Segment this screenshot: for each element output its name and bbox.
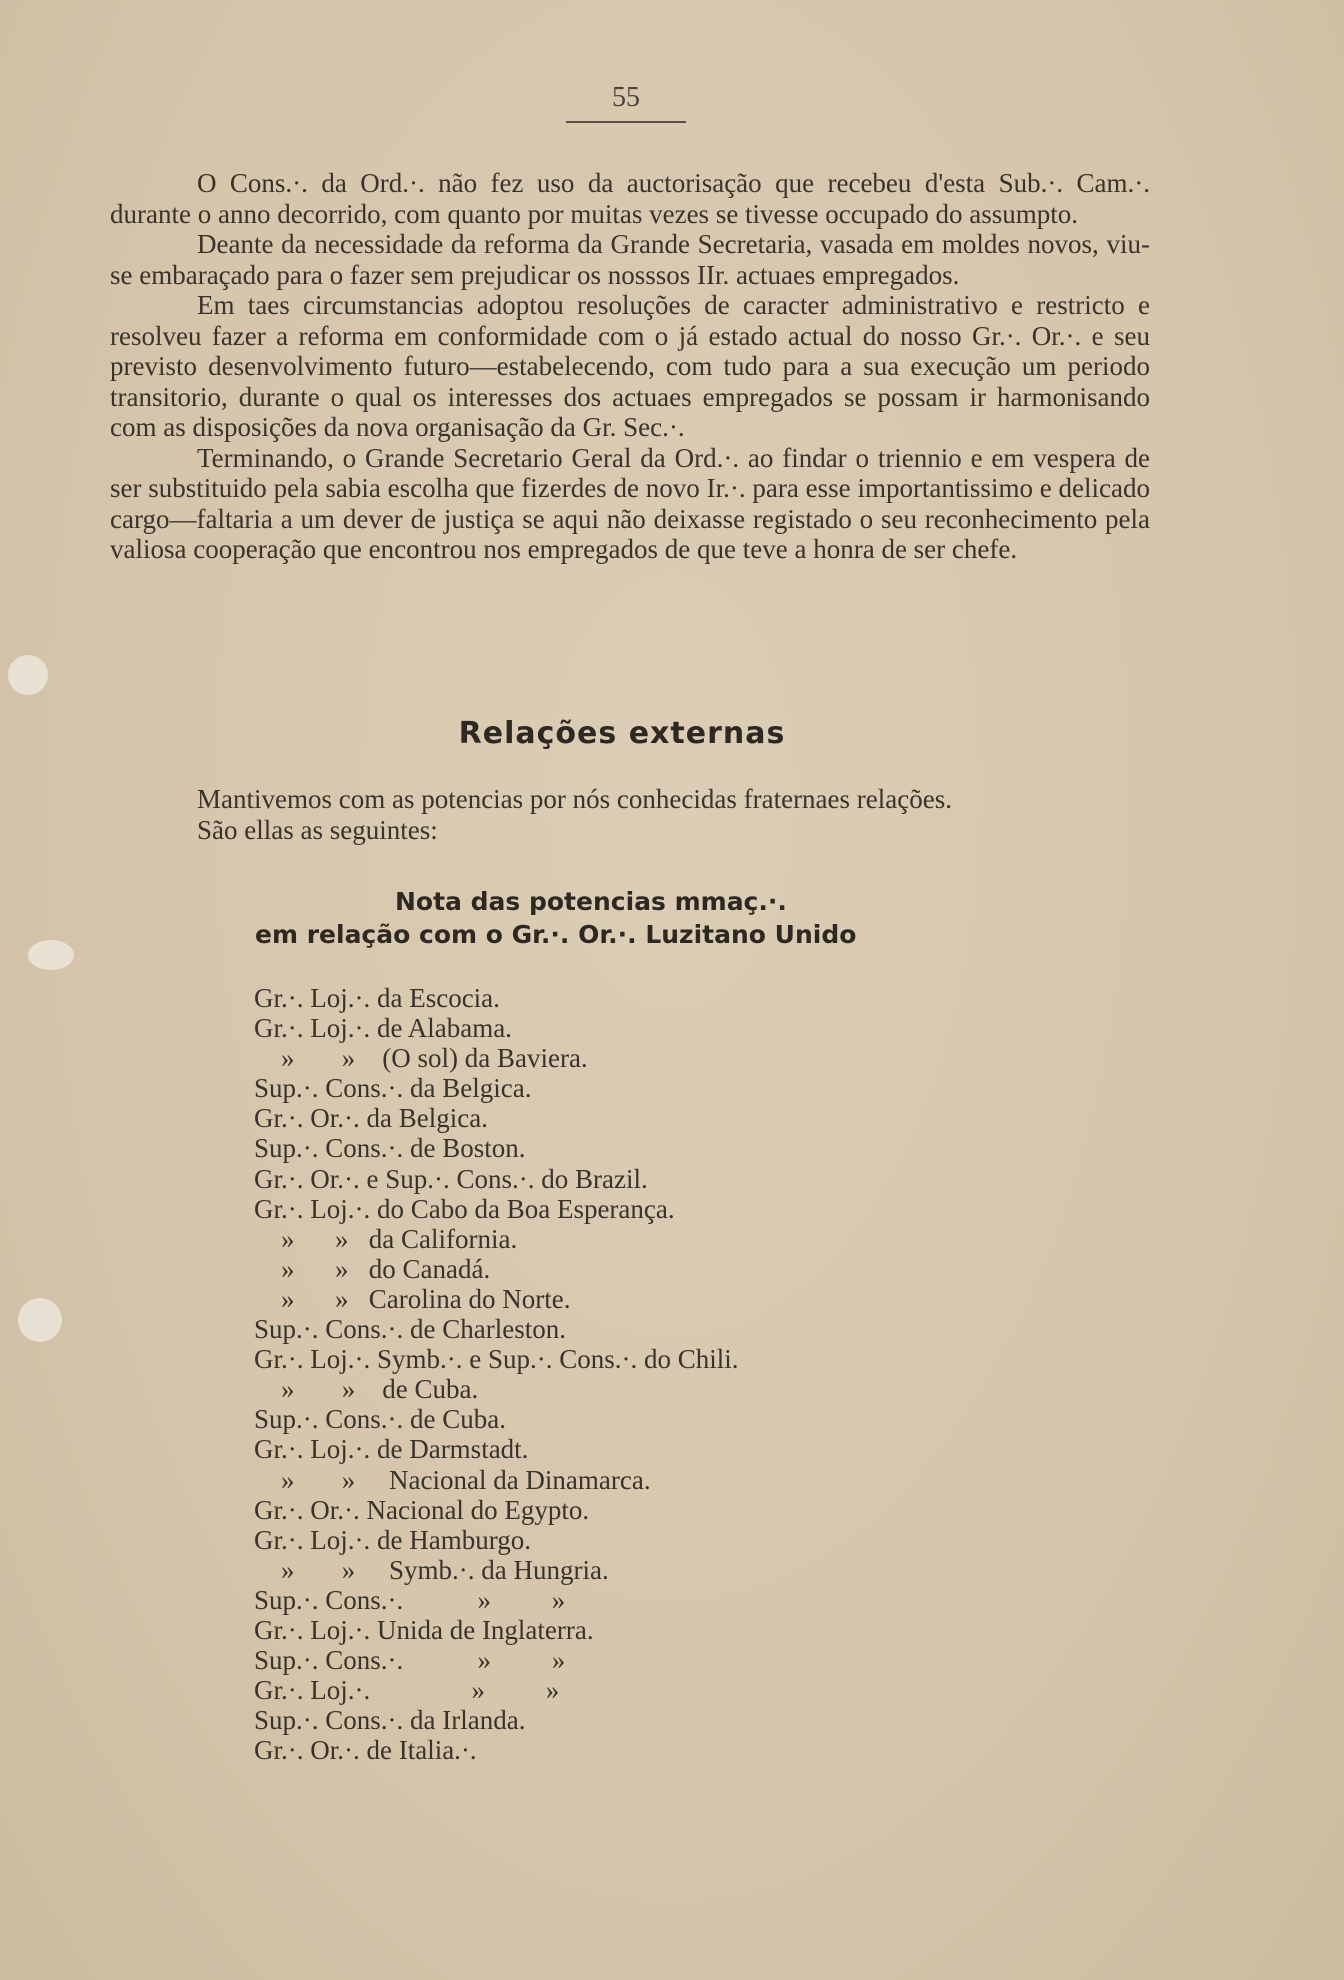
power-entry: Gr.·. Or.·. de Italia.·. — [254, 1735, 477, 1766]
power-entry: Sup.·. Cons.·. » » — [254, 1645, 566, 1676]
paper-stain — [28, 940, 74, 970]
power-entry: » » Symb.·. da Hungria. — [254, 1554, 609, 1585]
power-entry: Gr.·. Or.·. da Belgica. — [254, 1103, 488, 1134]
power-entry: Sup.·. Cons.·. de Cuba. — [254, 1404, 506, 1435]
page-number: 55 — [612, 82, 640, 113]
power-entry: Gr.·. Loj.·. de Alabama. — [254, 1013, 512, 1044]
power-entry: Sup.·. Cons.·. da Irlanda. — [254, 1705, 526, 1736]
power-entry: Sup.·. Cons.·. de Charleston. — [254, 1314, 566, 1345]
paragraph: Em taes circumstancias adoptou resoluções de caracter administrativo e restricto e resolveu fazer a reforma em conformidade com o já estado actual do nosso Gr.·. Or.·. e seu previsto desenvolvimento futuro—estabelecendo, com tudo para a sua execução um periodo transitorio, durante o qual os interesses dos actuaes empregados se possam ir harmonisando com as disposições da nova organisação da Gr. Sec.·. — [110, 290, 1150, 442]
note-title-line: em relação com o Gr.·. Or.·. Luzitano Unido — [255, 920, 857, 949]
page-number-rule — [566, 121, 686, 123]
power-entry: Gr.·. Or.·. Nacional do Egypto. — [254, 1494, 590, 1525]
paper-stain — [8, 655, 48, 695]
paragraph: O Cons.·. da Ord.·. não fez uso da auctorisação que recebeu d'esta Sub.·. Cam.·. durante o anno decorrido, com quanto por muitas vezes se tivesse occupado do assumpto. — [110, 168, 1150, 229]
section-title: Relações externas — [458, 716, 786, 751]
power-entry: » » Nacional da Dinamarca. — [254, 1464, 651, 1495]
power-entry: Sup.·. Cons.·. da Belgica. — [254, 1073, 532, 1104]
power-entry: » » (O sol) da Baviera. — [254, 1043, 588, 1074]
intro-line: São ellas as seguintes: — [197, 815, 438, 845]
power-entry: » » Carolina do Norte. — [254, 1283, 571, 1314]
power-entry: Gr.·. Loj.·. Unida de Inglaterra. — [254, 1614, 594, 1645]
body-text — [110, 168, 1150, 565]
power-entry: Gr.·. Loj.·. » » — [254, 1675, 560, 1706]
paragraph: Deante da necessidade da reforma da Grande Secretaria, vasada em moldes novos, viu-se embaraçado para o fazer sem prejudicar os nosssos IIr. actuaes empregados. — [110, 229, 1150, 290]
power-entry: » » do Canadá. — [254, 1253, 491, 1284]
power-entry: Gr.·. Or.·. e Sup.·. Cons.·. do Brazil. — [254, 1163, 648, 1194]
power-entry: » » da California. — [254, 1223, 518, 1254]
section-intro — [110, 784, 1150, 846]
paper-stain — [18, 1298, 62, 1342]
intro-line: Mantivemos com as potencias por nós conhecidas fraternaes relações. — [197, 784, 952, 814]
power-entry: Gr.·. Loj.·. de Hamburgo. — [254, 1524, 531, 1555]
power-entry: Gr.·. Loj.·. da Escocia. — [254, 983, 500, 1013]
power-entry: Gr.·. Loj.·. de Darmstadt. — [254, 1434, 529, 1465]
paragraph: Terminando, o Grande Secretario Geral da Ord.·. ao findar o triennio e em vespera de ser substituido pela sabia escolha que fizerdes de novo Ir.·. para esse importantissimo e delicado cargo—faltaria a um dever de justiça se aqui não deixasse registado o seu reconhecimento pela valiosa cooperação que encontrou nos empregados de que teve a honra de ser chefe. — [110, 442, 1150, 564]
note-title — [255, 885, 1035, 951]
power-entry: Sup.·. Cons.·. de Boston. — [254, 1133, 526, 1164]
powers-list — [254, 983, 1054, 1765]
power-entry: Gr.·. Loj.·. do Cabo da Boa Esperança. — [254, 1193, 675, 1224]
power-entry: Sup.·. Cons.·. » » — [254, 1584, 566, 1615]
note-title-line: Nota das potencias mmaç.·. — [395, 887, 787, 916]
power-entry: » » de Cuba. — [254, 1374, 479, 1405]
power-entry: Gr.·. Loj.·. Symb.·. e Sup.·. Cons.·. do Chili. — [254, 1344, 739, 1375]
